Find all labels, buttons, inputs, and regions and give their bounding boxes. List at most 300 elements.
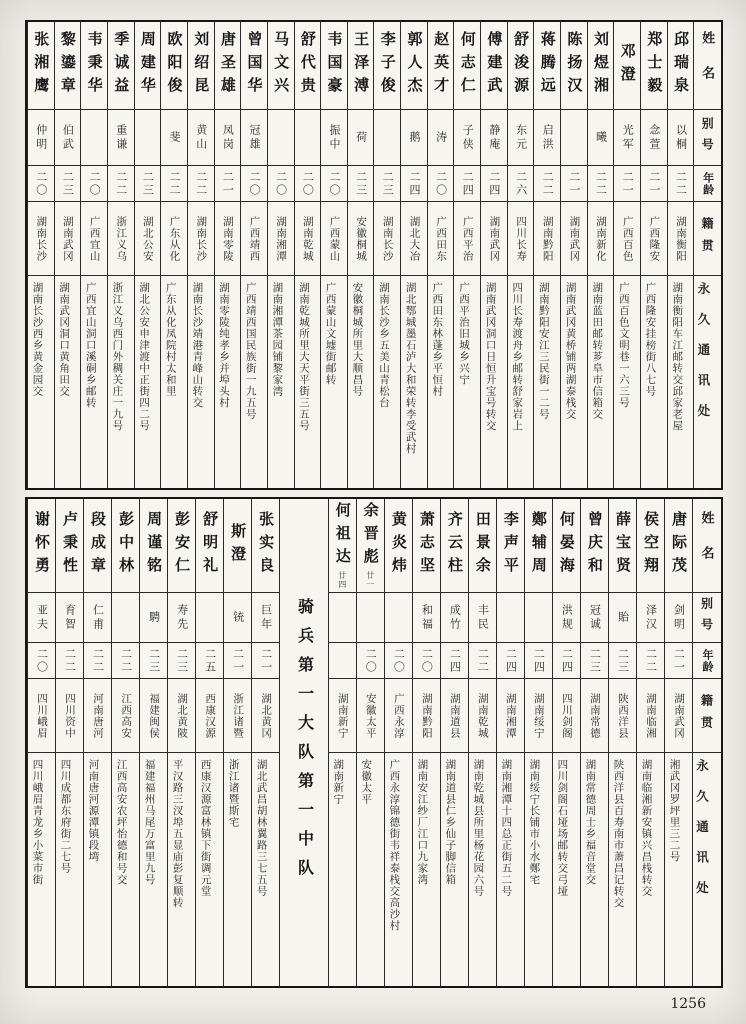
person-name: 刘煜湘 [592, 31, 609, 100]
person-address-cell [385, 753, 412, 986]
person-age-cell [188, 166, 214, 202]
person-origin-cell [413, 679, 440, 753]
person-alias-cell [56, 593, 83, 643]
person-alias: 铳 [231, 610, 244, 625]
person-origin: 湖南乾城 [301, 215, 313, 262]
person-age-cell [55, 166, 81, 202]
person-column [636, 499, 664, 986]
person-age-cell [525, 643, 552, 679]
person-address-cell [224, 753, 251, 986]
person-alias-cell [55, 110, 81, 166]
person-age-cell [581, 643, 608, 679]
person-age: 二一 [259, 647, 272, 674]
person-column [667, 22, 694, 488]
person-address: 广西隆安挂榜街八七号 [644, 282, 656, 397]
person-origin: 广西蒙山 [328, 215, 340, 262]
header-alias: 别号 [699, 596, 714, 639]
person-column [251, 499, 279, 986]
person-address-cell [525, 753, 552, 986]
person-address: 湖南湘潭茶园铺黎家湾 [271, 282, 283, 397]
person-name: 曾庆和 [585, 511, 602, 580]
person-origin: 陕西洋县 [616, 692, 628, 739]
person-name-cell [295, 22, 321, 110]
person-name-cell [188, 22, 214, 110]
person-name-cell [641, 22, 667, 110]
person-alias-cell [108, 110, 134, 166]
person-name: 李声平 [501, 511, 518, 580]
person-age-cell [637, 643, 664, 679]
unit-title: 骑兵第一大队第一中队 [295, 597, 313, 888]
person-age: 二二 [168, 170, 181, 197]
person-age: 二〇 [35, 647, 48, 674]
person-origin-cell [295, 202, 321, 276]
person-age: 二四 [532, 647, 545, 674]
page-number: 1256 [670, 996, 706, 1012]
person-origin: 广西宜山 [88, 215, 100, 262]
person-alias-cell [534, 110, 560, 166]
person-origin-cell [534, 202, 560, 276]
person-address: 平汉路三汊埠五显庙彭复顺转 [171, 759, 183, 909]
person-address-cell [55, 276, 81, 488]
person-alias: 启洪 [541, 123, 554, 152]
person-origin-cell [268, 202, 294, 276]
person-address: 湖南黔阳安江三民街一二号 [537, 282, 549, 420]
person-alias-cell [168, 593, 195, 643]
person-name-cell [357, 499, 384, 593]
person-age: 二五 [203, 647, 216, 674]
person-origin-cell [581, 679, 608, 753]
person-column [664, 499, 692, 986]
person-alias: 仁甫 [91, 603, 104, 632]
person-address: 四川峨眉青龙乡小菜市街 [31, 759, 43, 886]
person-name-cell [469, 499, 496, 593]
person-address-cell [188, 276, 214, 488]
person-address: 广东从化凤院村太和里 [164, 282, 176, 397]
person-origin: 西康汉源 [204, 692, 216, 739]
person-alias-cell [553, 593, 580, 643]
person-address: 广西永淳锦德街韦祥泰栈交高沙村 [388, 759, 400, 932]
person-origin: 湖南新化 [595, 215, 607, 262]
person-age: 二三 [175, 647, 188, 674]
person-address-cell [641, 276, 667, 488]
person-alias-cell [329, 593, 356, 643]
person-alias-cell [665, 593, 692, 643]
row-header-column-bottom [692, 499, 721, 986]
person-column [267, 22, 294, 488]
person-address-cell [609, 753, 636, 986]
person-age: 二二 [119, 647, 132, 674]
person-address: 湖南衡阳车江邮转交邱家老屋 [671, 282, 683, 432]
person-alias: 东元 [514, 123, 527, 152]
person-age-cell [321, 166, 347, 202]
person-alias: 以桐 [674, 123, 687, 152]
person-name: 彭中林 [117, 511, 134, 580]
person-alias: 泽汉 [644, 603, 657, 632]
person-origin: 湖北黄陂 [176, 692, 188, 739]
person-origin: 湖南新宁 [336, 692, 348, 739]
person-address: 广西平治旧城乡兴宁 [457, 282, 469, 386]
person-origin-cell [374, 202, 400, 276]
person-alias-cell [469, 593, 496, 643]
person-name-cell [196, 499, 223, 593]
person-address: 西康汉源富林镇下街调元堂 [199, 759, 211, 897]
person-age: 二四 [504, 647, 517, 674]
person-origin-cell [196, 679, 223, 753]
person-alias-cell [161, 110, 187, 166]
person-name: 何祖达 [333, 502, 350, 571]
person-address: 湖南湘潭十四总正街五二号 [500, 759, 512, 897]
person-address: 浙江义乌西门外稠关庄一九号 [111, 282, 123, 432]
person-address: 湖南长沙靖港青峰山转交 [191, 282, 203, 409]
person-name-cell [241, 22, 267, 110]
person-address-cell [28, 753, 55, 986]
person-address-cell [252, 753, 279, 986]
person-origin-cell [553, 679, 580, 753]
person-alias-cell [28, 110, 54, 166]
person-name: 郑士毅 [645, 31, 662, 100]
person-address: 湖南新宁 [332, 759, 344, 805]
person-alias-cell [481, 110, 507, 166]
person-age-cell [196, 643, 223, 679]
person-name: 何晏海 [557, 511, 574, 580]
person-origin-cell [215, 202, 241, 276]
person-column [83, 499, 111, 986]
person-column [384, 499, 412, 986]
person-age: 二三 [141, 170, 154, 197]
person-address-cell [28, 276, 54, 488]
person-alias: 振中 [327, 123, 340, 152]
person-address-cell [497, 753, 524, 986]
person-alias: 貽 [616, 610, 629, 625]
header-age: 年龄 [700, 648, 713, 673]
person-name: 季诚益 [112, 31, 129, 100]
person-name: 郭人杰 [405, 31, 422, 100]
person-name: 侯空翔 [641, 511, 658, 580]
person-address-cell [413, 753, 440, 986]
person-alias-cell [441, 593, 468, 643]
person-alias: 巨年 [259, 603, 272, 632]
person-column [400, 22, 427, 488]
person-name: 马文兴 [272, 31, 289, 100]
person-origin-cell [668, 202, 694, 276]
person-alias-cell [609, 593, 636, 643]
person-name-cell [321, 22, 347, 110]
header-name: 姓名 [700, 30, 716, 101]
roster-table-bottom [25, 497, 723, 988]
person-origin-cell [188, 202, 214, 276]
person-origin-cell [454, 202, 480, 276]
person-origin: 广东从化 [168, 215, 180, 262]
person-address-cell [469, 753, 496, 986]
person-age-cell [454, 166, 480, 202]
person-address: 湖南道县仁乡仙子脚信箱 [444, 759, 456, 886]
person-name: 黎鎏章 [58, 31, 75, 100]
person-name: 彭安仁 [173, 511, 190, 580]
person-address: 浙江诸暨斯宅 [227, 759, 239, 828]
person-name: 唐际茂 [669, 511, 686, 580]
person-alias-cell [140, 593, 167, 643]
person-alias: 丰民 [476, 603, 489, 632]
person-age: 二二 [114, 170, 127, 197]
person-address-cell [481, 276, 507, 488]
person-age: 二三 [147, 647, 160, 674]
top-people-group [27, 22, 693, 488]
unit-title-column [279, 499, 328, 986]
person-name-cell [268, 22, 294, 110]
person-alias-cell [135, 110, 161, 166]
person-age-cell [135, 166, 161, 202]
person-address-cell [454, 276, 480, 488]
person-origin-cell [28, 202, 54, 276]
person-age: 二〇 [34, 170, 47, 197]
person-address-cell [553, 753, 580, 986]
person-age: 二〇 [392, 647, 405, 674]
person-age-cell [665, 643, 692, 679]
person-name: 张实良 [257, 511, 274, 580]
person-name: 刘绍昆 [192, 31, 209, 100]
person-alias: 剑明 [672, 603, 685, 632]
person-age-cell [497, 643, 524, 679]
person-origin: 湖南长沙 [35, 215, 47, 262]
person-origin: 湖南武冈 [488, 215, 500, 262]
person-origin: 湖南绥宁 [532, 692, 544, 739]
person-origin: 广西永淳 [392, 692, 404, 739]
person-age-cell [668, 166, 694, 202]
person-alias-cell [84, 593, 111, 643]
person-name: 鄭辅周 [529, 511, 546, 580]
person-address: 广西田东林蓬乡平恒村 [431, 282, 443, 397]
person-origin-cell [348, 202, 374, 276]
person-name-cell [525, 499, 552, 593]
person-origin-cell [28, 679, 55, 753]
person-address: 湖南长沙乡五美山青松台 [377, 282, 389, 409]
person-age: 二〇 [88, 170, 101, 197]
person-origin-cell [469, 679, 496, 753]
person-origin: 湖北大冶 [408, 215, 420, 262]
person-alias: 黄山 [194, 123, 207, 152]
person-address-cell [329, 753, 356, 986]
person-origin: 四川剑阁 [560, 692, 572, 739]
person-name-cell [348, 22, 374, 110]
person-column [440, 499, 468, 986]
person-origin: 广西百色 [621, 215, 633, 262]
person-age-cell [401, 166, 427, 202]
person-address-cell [534, 276, 560, 488]
person-origin: 浙江义乌 [115, 215, 127, 262]
person-age-cell [588, 166, 614, 202]
person-age: 二〇 [327, 170, 340, 197]
person-origin: 湖南临湘 [644, 692, 656, 739]
person-alias-cell [196, 593, 223, 643]
row-header-column-top [693, 22, 721, 488]
person-name: 蒋腾远 [538, 31, 555, 100]
person-age: 二三 [61, 170, 74, 197]
person-address-cell [161, 276, 187, 488]
person-column [55, 499, 83, 986]
person-column [223, 499, 251, 986]
person-origin: 安徽太平 [364, 692, 376, 739]
person-column [134, 22, 161, 488]
person-column [560, 22, 587, 488]
person-age-cell [168, 643, 195, 679]
person-column [187, 22, 214, 488]
person-origin-cell [108, 202, 134, 276]
person-alias: 光军 [621, 123, 634, 152]
person-address: 湖南武冈洞口黄角田交 [58, 282, 70, 397]
person-address: 河南唐河源潭镇段塆 [87, 759, 99, 863]
person-origin: 湖南长沙 [195, 215, 207, 262]
person-column [496, 499, 524, 986]
person-age: 二二 [476, 647, 489, 674]
person-name-cell [385, 499, 412, 593]
person-name: 邓澄 [618, 42, 635, 89]
person-alias-cell [357, 593, 384, 643]
person-address-cell [108, 276, 134, 488]
person-age-cell [385, 643, 412, 679]
person-name: 薛宝贤 [613, 511, 630, 580]
person-age-cell [215, 166, 241, 202]
person-column [320, 22, 347, 488]
person-age: 二二 [63, 647, 76, 674]
person-origin: 广西隆安 [648, 215, 660, 262]
person-name-cell [215, 22, 241, 110]
person-age: 二〇 [248, 170, 261, 197]
person-origin: 湖南零陵 [221, 215, 233, 262]
person-age: 二四 [448, 647, 461, 674]
person-age-cell [374, 166, 400, 202]
person-alias-cell [295, 110, 321, 166]
person-column [373, 22, 400, 488]
person-age-cell [161, 166, 187, 202]
header-address: 永久通讯处 [695, 282, 710, 435]
person-alias-cell [637, 593, 664, 643]
bottom-people-group-left [27, 499, 279, 986]
person-alias-cell [252, 593, 279, 643]
person-name-cell [508, 22, 534, 110]
person-alias: 寿先 [175, 603, 188, 632]
person-name-cell [553, 499, 580, 593]
person-address: 广西宜山洞口溪硐乡邮转 [84, 282, 96, 409]
person-age-cell [508, 166, 534, 202]
person-address-cell [295, 276, 321, 488]
person-column [453, 22, 480, 488]
person-address-cell [348, 276, 374, 488]
person-address-cell [581, 753, 608, 986]
person-alias-cell [508, 110, 534, 166]
person-column [80, 22, 107, 488]
person-name-cell [168, 499, 195, 593]
person-origin-cell [508, 202, 534, 276]
person-alias-cell [188, 110, 214, 166]
person-age-cell [56, 643, 83, 679]
person-name: 斯澄 [229, 522, 246, 569]
person-origin-cell [135, 202, 161, 276]
person-address: 湖南零陵纯孝乡并埠头村 [218, 282, 230, 409]
person-name: 赵英才 [432, 31, 449, 100]
person-name-cell [454, 22, 480, 110]
person-address-cell [401, 276, 427, 488]
person-address-cell [637, 753, 664, 986]
person-age-cell [641, 166, 667, 202]
person-origin-cell [637, 679, 664, 753]
person-age-cell [614, 166, 640, 202]
person-origin-cell [614, 202, 640, 276]
person-column [195, 499, 223, 986]
person-address: 四川成都东府街二七号 [59, 759, 71, 874]
person-address-cell [614, 276, 640, 488]
person-address: 湖南临湘新安镇兴昌栈转交 [640, 759, 652, 897]
person-origin-cell [428, 202, 454, 276]
person-alias: 冠诚 [588, 603, 601, 632]
person-name-cell [637, 499, 664, 593]
person-age-cell [268, 166, 294, 202]
person-name-cell [481, 22, 507, 110]
person-alias-cell [413, 593, 440, 643]
person-column [587, 22, 614, 488]
header-name: 姓名 [699, 510, 715, 581]
person-origin: 湖南长沙 [381, 215, 393, 262]
person-origin-cell [481, 202, 507, 276]
person-name: 欧阳俊 [165, 31, 182, 100]
person-name-cell [374, 22, 400, 110]
person-alias-cell [641, 110, 667, 166]
person-column [468, 499, 496, 986]
person-name-cell [441, 499, 468, 593]
person-age: 二二 [541, 170, 554, 197]
person-column [160, 22, 187, 488]
person-column [27, 22, 54, 488]
person-address: 江西高安农坪怡德和号交 [115, 759, 127, 886]
person-name-cell [581, 499, 608, 593]
person-alias-cell [112, 593, 139, 643]
person-alias-cell [374, 110, 400, 166]
person-name: 邱瑞泉 [672, 31, 689, 100]
person-origin-cell [525, 679, 552, 753]
person-name: 舒代贵 [298, 31, 315, 100]
person-alias-cell [561, 110, 587, 166]
person-address-cell [321, 276, 347, 488]
person-alias: 念萱 [647, 123, 660, 152]
person-address-cell [241, 276, 267, 488]
person-name: 韦秉华 [85, 31, 102, 100]
person-origin-cell [357, 679, 384, 753]
person-age: 二三 [616, 647, 629, 674]
person-address: 湖南安江纱厂江口九家湾 [416, 759, 428, 886]
person-alias-cell [428, 110, 454, 166]
person-age: 二一 [231, 647, 244, 674]
person-address: 湘武冈罗坪里三二号 [668, 759, 680, 863]
person-age: 二六 [514, 170, 527, 197]
person-alias-cell [321, 110, 347, 166]
person-address-cell [135, 276, 161, 488]
person-address: 湖北公安申津渡中正街四二号 [138, 282, 150, 432]
person-age-cell [553, 643, 580, 679]
person-name-cell [668, 22, 694, 110]
person-age: 二〇 [420, 647, 433, 674]
person-origin-cell [140, 679, 167, 753]
person-alias: 亚夫 [35, 603, 48, 632]
header-alias: 别号 [700, 116, 715, 159]
person-age-cell [252, 643, 279, 679]
person-age-cell [469, 643, 496, 679]
person-column [214, 22, 241, 488]
person-alias-cell [215, 110, 241, 166]
person-alias: 和福 [420, 603, 433, 632]
person-address: 湖南乾城所里大天平街三五号 [298, 282, 309, 432]
person-age: 二一 [567, 170, 580, 197]
person-column [613, 22, 640, 488]
person-column [356, 499, 384, 986]
